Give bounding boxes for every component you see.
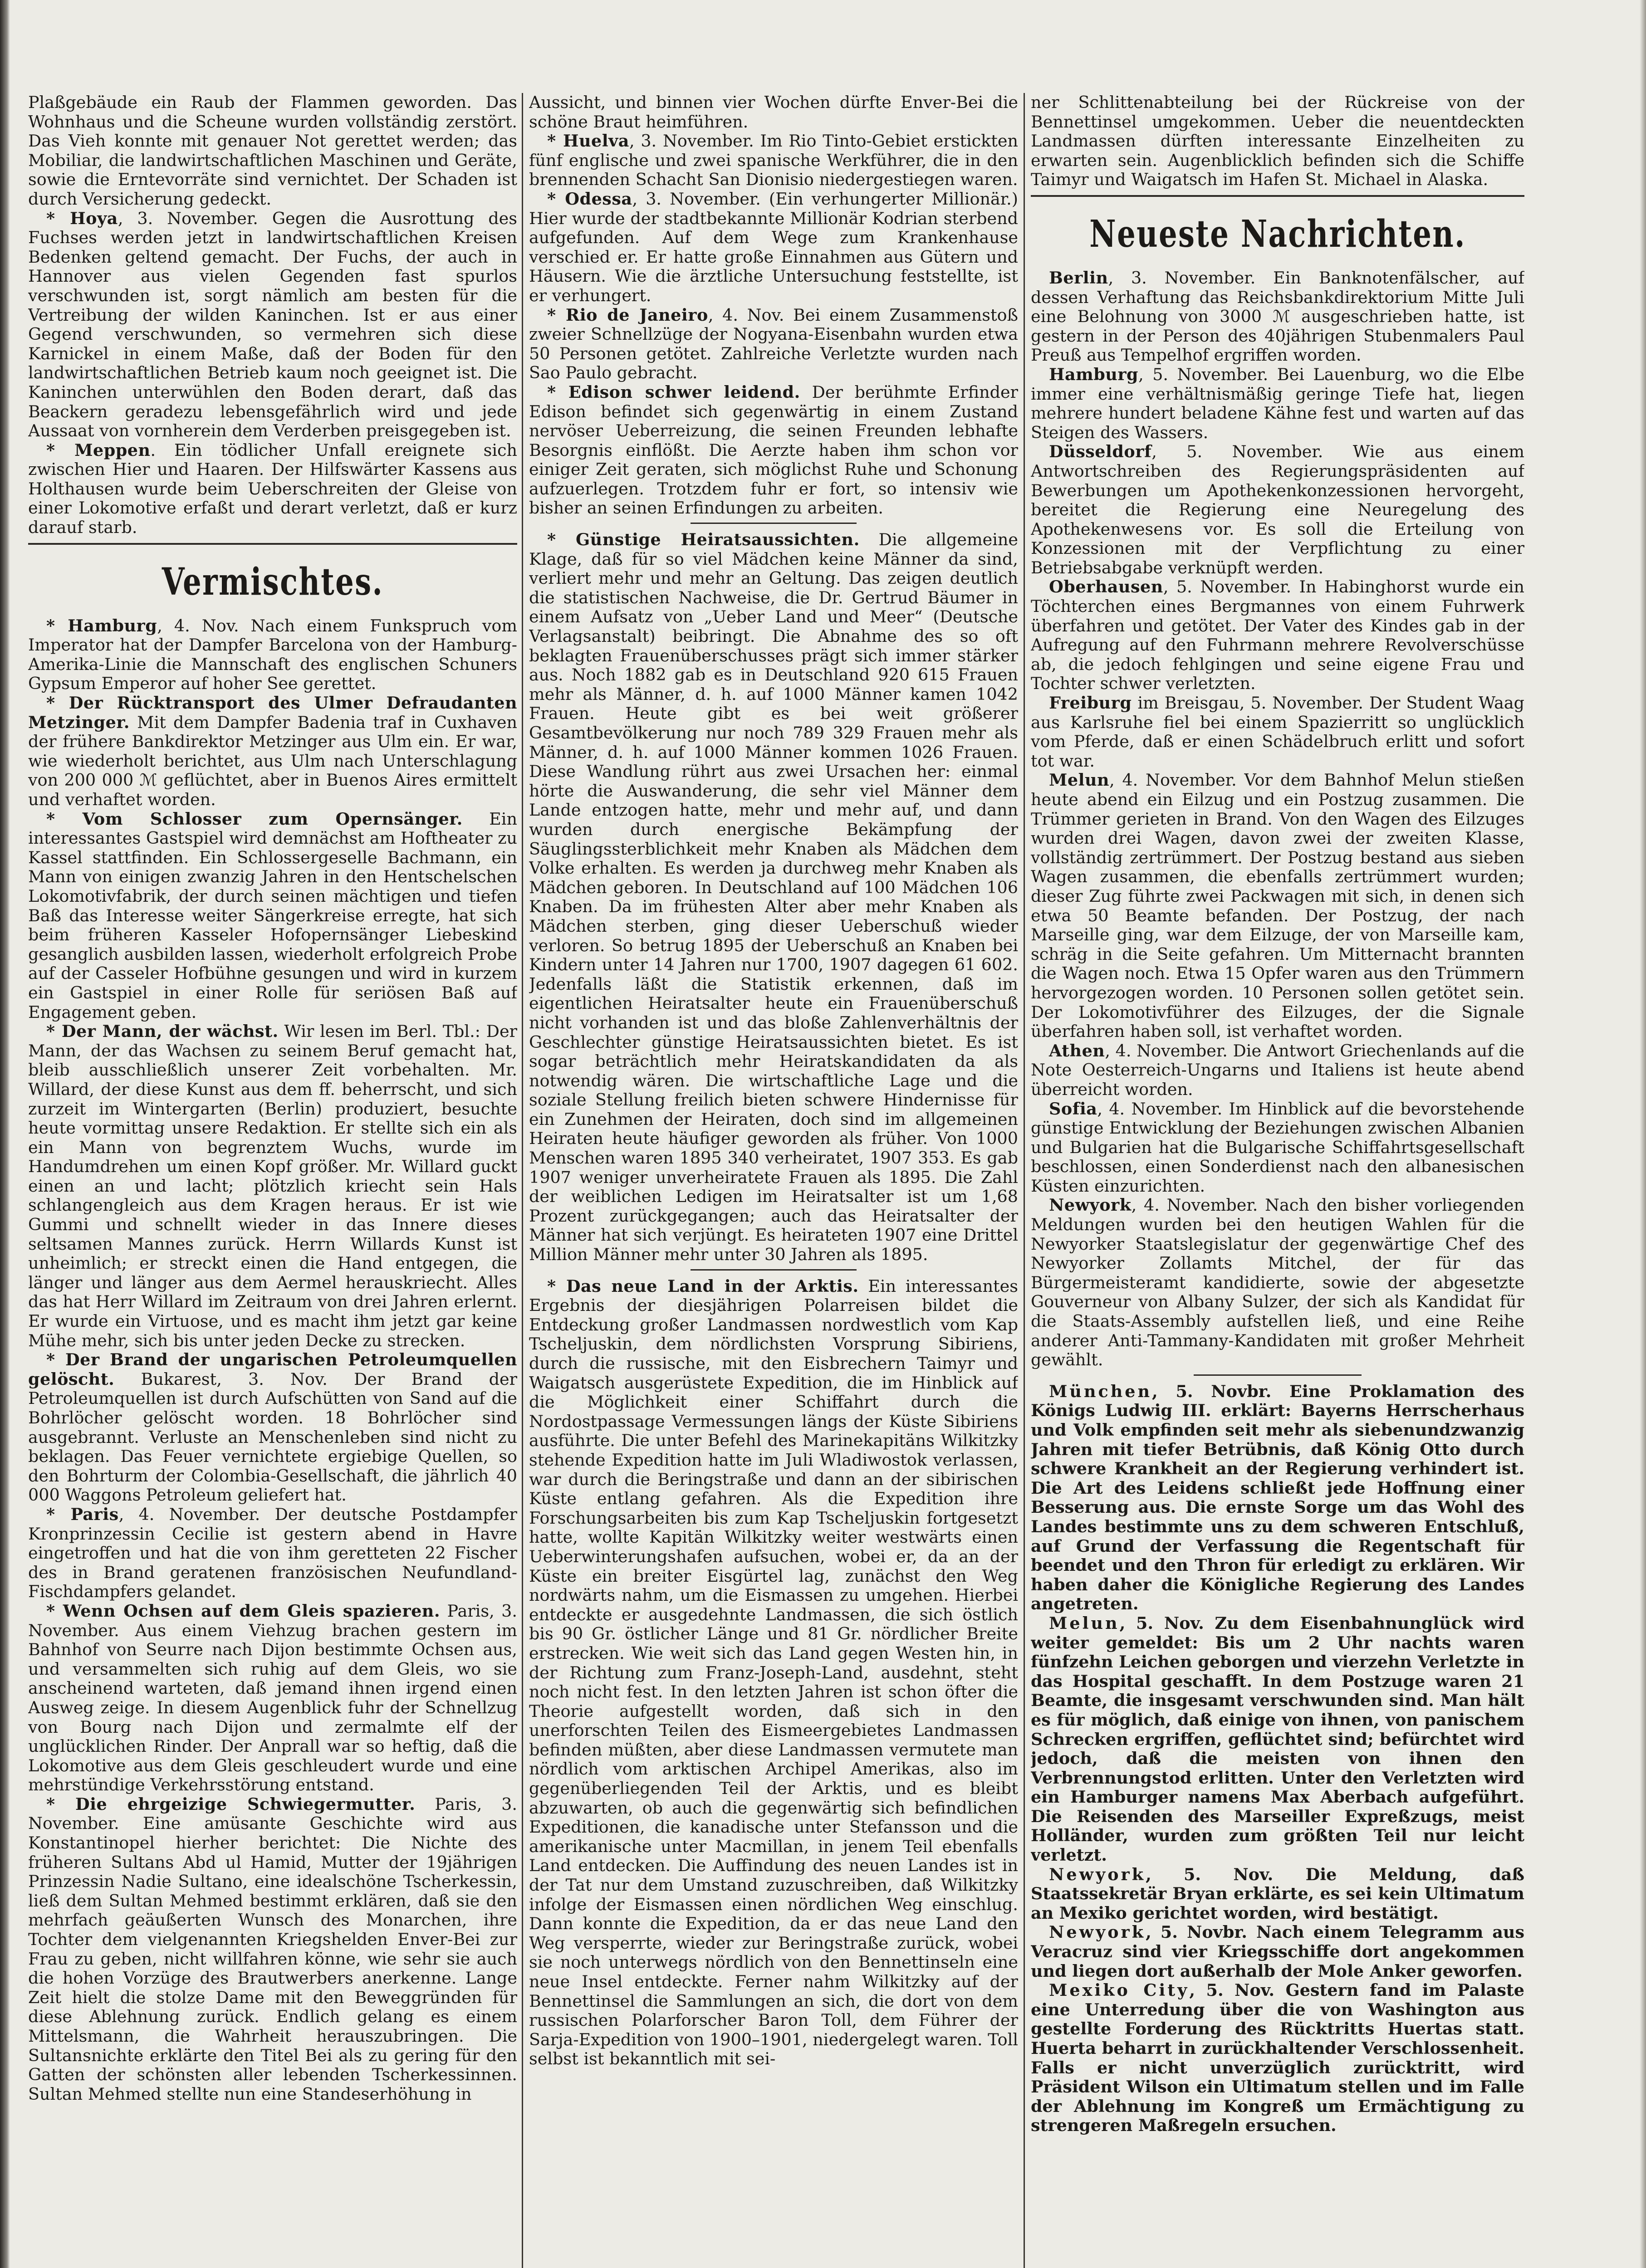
- headline-heiratsaussichten: * Günstige Heiratsaussichten.: [547, 530, 860, 550]
- telegram-melun: [1031, 1614, 1524, 1865]
- column-middle: [529, 93, 1018, 2268]
- article-continuation: Plaßgebäude ein Raub der Flammen geworden. Das Wohnhaus und die Scheune wurden vollständig zerstört. Das Vieh konnte mit genauer Not gerettet werden; das Mobiliar, die landwirtschaftlichen Maschinen und Geräte, sowie die Erntevorräte sind vernichtet. Der Schaden ist durch Versicherung gedeckt.: [28, 93, 517, 209]
- dateline-mexiko: Mexiko City: [1049, 1980, 1190, 2000]
- section-divider: [1031, 195, 1524, 197]
- dateline-freiburg: Freiburg: [1049, 693, 1132, 713]
- headline-edison: * Edison schwer leidend.: [547, 382, 800, 402]
- news-berlin: [1031, 269, 1524, 365]
- article-odessa: [529, 190, 1018, 306]
- article-text: Paris, 3. November. Aus einem Viehzug brachen gestern im Bahnhof von Seurre nach Dijon bestimmte Ochsen aus, und versammelten sich ruhig auf dem Gleis, wo sie anscheinend warteten, daß jemand ihnen irgend einen Ausweg zeige. In diesem Augenblick fuhr der Schnellzug von Bourg nach Dijon und zermalmte elf der unglücklichen Rinder. Der Anprall war so heftig, daß die Lokomotive aus dem Gleis geschleudert wurde und eine mehrstündige Verkehrsstörung entstand.: [28, 1601, 517, 1795]
- news-hamburg: [1031, 365, 1524, 442]
- dateline-paris: * Paris: [46, 1504, 119, 1524]
- telegram-text: , 5. Nov. Gestern fand im Palaste eine Unterredung über die von Washington aus gestellte Forderung des Rücktritts Huertas statt. Huerta beharrt in zurückhaltender Verschlossenheit. Falls er nicht unverzüglich zurücktritt, wird Präsident Wilson ein Ultimatum stellen und im Falle der Ablehnung im Kongreß um Ermächtigung zu strengeren Maßregeln ersuchen.: [1031, 1980, 1524, 2136]
- news-sofia: [1031, 1100, 1524, 1196]
- article-petroleum: [28, 1350, 517, 1505]
- page-gutter-left: [0, 0, 10, 2268]
- article-text: , 4. Nov. Bei einem Zusammenstoß zweier Schnellzüge der Nogyana-Eisenbahn wurden etwa 50 Personen getötet. Zahlreiche Verletzte wurden nach Sao Paulo gebracht.: [529, 305, 1018, 383]
- section-heading-neueste-nachrichten: Neueste Nachrichten.: [1089, 212, 1466, 256]
- article-rio: [529, 306, 1018, 383]
- article-huelva: [529, 132, 1018, 190]
- headline-opernsaenger: * Vom Schlosser zum Opernsänger.: [46, 809, 463, 829]
- article-text: Ein interessantes Gastspiel wird demnächst am Hoftheater zu Kassel stattfinden. Ein Schlossergeselle Bachmann, ein Mann von einigen zwanzig Jahren in den Hentschelschen Lokomotivfabrik, der durch seinen mächtigen und tiefen Baß das Interesse weiter Sängerkreise erregte, hat sich beim früheren Kasseler Hofopernsänger Liebeskind gesanglich ausbilden lassen, wiederholt erfolgreich Probe auf der Casseler Hofbühne gesungen und wird in kurzem ein Gastspiel in einer Rolle für seriösen Baß auf Engagement geben.: [28, 809, 517, 1022]
- article-opernsaenger: [28, 810, 517, 1022]
- column-rule-2: [1024, 93, 1025, 2268]
- telegram-text: , 5. Nov. Die Meldung, daß Staatssekretär Bryan erklärte, es sei kein Ultimatum an Mexiko gerichtet worden, wird bestätigt.: [1031, 1864, 1524, 1923]
- news-oberhausen: [1031, 577, 1524, 694]
- telegram-muenchen: [1031, 1382, 1524, 1614]
- article-heiratsaussichten: [529, 530, 1018, 1265]
- news-athen: [1031, 1041, 1524, 1100]
- article-meppen: [28, 441, 517, 538]
- dateline-duesseldorf: Düsseldorf: [1049, 442, 1152, 462]
- article-text: , 4. November. Im Hinblick auf die bevorstehende günstige Entwicklung der Beziehungen zwischen Albanien und Bulgarien hat die Bulgarische Schiffahrtsgesellschaft beschlossen, einen Sonderdienst nach den albanesischen Küsten einzurichten.: [1031, 1099, 1524, 1196]
- article-arktis: [529, 1277, 1018, 2069]
- dateline-hamburg: Hamburg: [1049, 364, 1139, 384]
- article-text: , 4. November. Die Antwort Griechenlands auf die Note Oesterreich-Ungarns und Italiens ist heute abend überreicht worden.: [1031, 1041, 1524, 1099]
- article-text: Der berühmte Erfinder Edison befindet sich gegenwärtig in einem Zustand nervöser Ueberreizung, die seinen Freunden lebhafte Besorgnis einflößt. Die Aerzte haben ihm schon vor einiger Zeit geraten, sich möglichst Ruhe und Schonung aufzuerlegen. Trotzdem fuhr er fort, so intensiv wie bisher an seinen Erfindungen zu arbeiten.: [529, 382, 1018, 518]
- headline-mann-waechst: * Der Mann, der wächst.: [46, 1022, 279, 1041]
- dateline-rio: * Rio de Janeiro: [547, 305, 708, 325]
- headline-petroleum: * Der Brand der ungarischen Petroleumquellen gelöscht.: [28, 1350, 517, 1389]
- headline-metzinger: * Der Rücktransport des Ulmer Defraudanten Metzinger.: [28, 693, 517, 732]
- article-continuation: ner Schlittenabteilung bei der Rückreise von der Bennettinsel umgekommen. Ueber die neuentdeckten Landmassen dürften interessante Einzelheiten zu erwarten sein. Augenblicklich befinden sich die Schiffe Taimyr und Waigatsch im Hafen St. Michael in Alaska.: [1031, 93, 1524, 190]
- dateline-meppen: * Meppen: [46, 440, 151, 460]
- article-text: , 4. Nov. Nach einem Funkspruch vom Imperator hat der Dampfer Barcelona von der Hamburg-Amerika-Linie die Mannschaft des englischen Schuners Gypsum Emperor auf hoher See gerettet.: [28, 616, 517, 694]
- article-text: , 4. November. Der deutsche Postdampfer Kronprinzessin Cecilie ist gestern abend in Havre eingetroffen und hat die von ihm geretteten 22 Fischer des in Brand geratenen französischen Neufundland-Fischdampfers gelandet.: [28, 1504, 517, 1602]
- article-paris: [28, 1505, 517, 1602]
- article-divider: [691, 523, 857, 524]
- dateline-hamburg: * Hamburg: [46, 616, 157, 635]
- article-text: , 5. November. In Habinghorst wurde ein Töchterchen eines Bergmannes von einem Fuhrwerk überfahren und getötet. Der Vater des Kindes gab in der Aufregung auf den Fuhrmann mehrere Revolverschüsse ab, die jedoch fehlgingen und seine eigene Frau und Tochter schwer verletzten.: [1031, 577, 1524, 694]
- dateline-muenchen: München: [1049, 1381, 1152, 1401]
- article-edison: [529, 383, 1018, 518]
- column-rule-1: [522, 93, 523, 2268]
- headline-ochsen: * Wenn Ochsen auf dem Gleis spazieren.: [46, 1601, 441, 1621]
- article-text: , 4. November. Nach den bisher vorliegenden Meldungen wurden bei den heutigen Wahlen für die Newyorker Staatslegislatur der gegenwärtige Chef des Newyorker Zollamts Mitchel, der für das Bürgermeisteramt kandidierte, sowie der abgesetzte Gouverneur von Albany Sulzer, der sich als Kandidat für die Staats-Assembly aufstellen ließ, und eine Reihe anderer Anti-Tammany-Kandidaten mit großer Mehrheit gewählt.: [1031, 1195, 1524, 1370]
- dateline-newyork: Newyork: [1049, 1864, 1146, 1884]
- telegram-newyork-1: [1031, 1865, 1524, 1923]
- news-melun: [1031, 771, 1524, 1041]
- news-duesseldorf: [1031, 442, 1524, 577]
- telegram-mexiko: [1031, 1981, 1524, 2136]
- article-text: Die allgemeine Klage, daß für so viel Mädchen keine Männer da sind, verliert mehr und mehr an Geltung. Das zeigen deutlich die statistischen Nachweise, die Dr. Gertrud Bäumer in einem Aufsatz von „Ueber Land und Meer“ (Deutsche Verlagsanstalt) beibringt. Die Abnahme des so oft beklagten Frauenüberschusses prägt sich immer stärker aus. Noch 1882 gab es in Deutschland 920 615 Frauen mehr als Männer, d. h. auf 1000 Männer kamen 1042 Frauen. Heute gibt es bei weit größerer Gesamtbevölkerung nur noch 789 329 Frauen mehr als Männer, d. h. auf 1000 Männer kommen 1026 Frauen. Diese Wandlung rührt aus zwei Ursachen her: einmal hörte die Auswanderung, die sehr viel Männer dem Lande entzogen hatte, mehr und mehr auf, und dann wurden durch energische Bekämpfung der Säuglingssterblichkeit mehr Knaben als Mädchen dem Volke erhalten. Es werden ja durchweg mehr Knaben als Mädchen geboren. In Deutschland auf 100 Mädchen 106 Knaben. Da im frühesten Alter aber mehr Knaben als Mädchen sterben, ging dieser Ueberschuß wieder verloren. So betrug 1895 der Ueberschuß an Knaben bei Kindern unter 14 Jahren nur 1700, 1907 dagegen 61 602. Jedenfalls läßt die Statistik erkennen, daß im eigentlichen Heiratsalter heute ein Frauenüberschuß nicht vorhanden ist und das bloße Zahlenverhältnis der Geschlechter günstige Heiratsaussichten bietet. Es ist sogar beträchtlich mehr Heiratskandidaten da als notwendig wären. Die wirtschaftliche Lage und die soziale Stellung freilich bieten schwere Hindernisse für ein Zunehmen der Heiraten, doch sind im allgemeinen Heiraten heute häufiger geworden als früher. Von 1000 Menschen waren 1895 340 verheiratet, 1907 353. Es gab 1907 weniger unverheiratete Frauen als 1895. Die Zahl der weiblichen Ledigen im Heiratsalter ist um 1,68 Prozent zurückgegangen; auch das Heiratsalter der Männer hat sich verjüngt. Es heirateten 1907 eine Drittel Million Männer mehr unter 30 Jahren als 1895.: [529, 530, 1018, 1265]
- section-divider: [28, 543, 517, 545]
- article-metzinger: [28, 694, 517, 810]
- news-freiburg: [1031, 694, 1524, 771]
- article-hamburg: [28, 616, 517, 694]
- article-text: , 3. November. Gegen die Ausrottung des Fuchses werden jetzt in landwirtschaftlichen Kreisen Bedenken geltend gemacht. Der Fuchs, der auch in Hannover aus vielen Gegenden fast spurlos verschwunden ist, sorgt nämlich am besten für die Vertreibung der wilden Kaninchen. Ist er aus einer Gegend verschwunden, so vermehren sich diese Karnickel in einem Maße, daß der Boden für den landwirtschaftlichen Betrieb kaum noch geeignet ist. Die Kaninchen unterwühlen den Boden derart, daß das Beackern geradezu lebensgefährlich wird und jede Aussaat von vornherein dem Verderben preisgegeben ist.: [28, 208, 517, 441]
- article-ochsen: [28, 1602, 517, 1795]
- article-schwiegermutter: [28, 1795, 517, 2104]
- article-text: , 4. November. Vor dem Bahnhof Melun stießen heute abend ein Eilzug und ein Postzug zusammen. Die Trümmer gerieten in Brand. Von den Wagen des Eilzuges wurden drei Wagen, davon zwei der zweiten Klasse, vollständig zertrümmert. Der Postzug bestand aus sieben Wagen zusammen, die ebenfalls zertrümmert wurden; dieser Zug führte zwei Packwagen mit sich, in denen sich etwa 50 Beamte befanden. Der Postzug, der nach Marseille ging, war dem Eilzuge, der von Marseille kam, schräg in die Seite gefahren. Um Mitternacht brannten die Wagen noch. Etwa 15 Opfer waren aus den Trümmern hervorgezogen worden. 10 Personen sollen getötet sein. Der Lokomotivführer des Eilzuges, der die Signale überfahren haben soll, ist verhaftet worden.: [1031, 770, 1524, 1041]
- dateline-berlin: Berlin: [1049, 268, 1108, 288]
- section-heading-vermischtes: Vermischtes.: [162, 560, 384, 604]
- column-left: [28, 93, 517, 2268]
- article-mann-waechst: [28, 1022, 517, 1350]
- article-divider: [1194, 1374, 1362, 1376]
- headline-schwiegermutter: * Die ehrgeizige Schwiegermutter.: [46, 1794, 416, 1814]
- article-text: , 3. November. Im Rio Tinto-Gebiet erstickten fünf englische und zwei spanische Werkführer, die in den brennenden Schacht San Dionisio niedergestiegen waren.: [529, 131, 1018, 190]
- news-newyork: [1031, 1196, 1524, 1369]
- article-text: , 5. November. Bei Lauenburg, wo die Elbe immer eine verhältnismäßig geringe Tiefe hat, liegen mehrere hundert beladene Kähne fest und warten auf das Steigen des Wassers.: [1031, 364, 1524, 442]
- article-text: Bukarest, 3. Nov. Der Brand der Petroleumquellen ist durch Aufschütten von Sand auf die Bohrlöcher gelöscht worden. 18 Bohrlöcher sind ausgebrannt. Verluste an Menschenleben sind nicht zu beklagen. Das Feuer vernichtete ergiebige Quellen, so den Bohrturm der Colombia-Gesellschaft, die jährlich 40 000 Waggons Petroleum geliefert hat.: [28, 1369, 517, 1505]
- article-text: Wir lesen im Berl. Tbl.: Der Mann, der das Wachsen zu seinem Beruf gemacht hat, bleib ausschließlich unserer Zeit vorbehalten. Mr. Willard, der diese Kunst aus dem ff. beherrscht, und sich zurzeit im Wintergarten (Berlin) produziert, besuchte heute vormittag unsere Redaktion. Er stellte sich ein als ein Mann von begrenztem Wuchs, wurde im Handumdrehen um einen Kopf größer. Mr. Willard guckt einen an und lacht; plötzlich kriecht sein Hals schlangengleich aus dem Kragen heraus. Er ist wie Gummi und schnellt wieder in das Innere dieses seltsamen Mannes zurück. Herrn Willards Kunst ist unheimlich; er streckt einen die Hand entgegen, die länger und länger aus dem Aermel herauskriecht. Alles das hat Herr Willard im Zeitraum von drei Jahren erlernt. Er wurde ein Virtuose, und es macht ihm jetzt gar keine Mühe mehr, sich bis unter jeden Decke zu strecken.: [28, 1022, 517, 1350]
- article-text: . Ein tödlicher Unfall ereignete sich zwischen Hier und Haaren. Der Hilfswärter Kassens aus Holthausen wurde beim Ueberschreiten der Gleise von einer Lokomotive erfaßt und derart verletzt, daß er kurz darauf starb.: [28, 440, 517, 538]
- dateline-melun: Melun: [1049, 770, 1110, 790]
- article-text: , 3. November. (Ein verhungerter Millionär.) Hier wurde der stadtbekannte Millionär Kodrian sterbend aufgefunden. Auf dem Wege zum Krankenhause verschied er. Er hatte große Einnahmen aus Gütern und Häusern. Wie die ärztliche Untersuchung feststellte, ist er verhungert.: [529, 189, 1018, 305]
- article-text: , 5. November. Wie aus einem Antwortschreiben des Regierungspräsidenten auf Bewerbungen um Apothekenkonzessionen hervorgeht, bereitet die Regierung eine Neuregelung des Apothekenwesens vor. Es soll die Erteilung von Konzessionen mit der Verpflichtung zu einer Betriebsabgabe verknüpft werden.: [1031, 442, 1524, 577]
- dateline-newyork: Newyork: [1049, 1195, 1132, 1215]
- dateline-newyork: Newyork: [1049, 1922, 1146, 1942]
- dateline-athen: Athen: [1049, 1041, 1105, 1061]
- article-text: Paris, 3. November. Eine amüsante Geschichte wird aus Konstantinopel hierher berichtet: Die Nichte des früheren Sultans Abd ul Hamid, Mutter der 19jährigen Prinzessin Nadie Sultano, eine idealschöne Tscherkessin, ließ dem Sultan Mehmed bestimmt erklären, daß sie den mehrfach geäußerten Wunsch des Monarchen, ihre Tochter dem vielgenannten Kriegshelden Enver-Bei zur Frau zu geben, nicht willfahren könne, wie sehr sie auch die hohen Vorzüge des Brautwerbers anerkenne. Lange Zeit hielt die stolze Dame mit den Beweggründen für diese Ablehnung zurück. Endlich gelang es einem Mittelsmann, die Wahrheit herauszubringen. Die Sultansnichte erklärte den Titel Bei als zu gering für den Gatten der schönsten aller lebenden Tscherkessinnen. Sultan Mehmed stellte nun eine Standeserhöhung in: [28, 1794, 517, 2104]
- dateline-sofia: Sofia: [1049, 1099, 1097, 1119]
- article-text: im Breisgau, 5. November. Der Student Waag aus Karlsruhe fiel bei einem Spazierritt so unglücklich vom Pferde, daß er einen Schädelbruch erlitt und sofort tot war.: [1031, 693, 1524, 771]
- article-continuation: Aussicht, und binnen vier Wochen dürfte Enver-Bei die schöne Braut heimführen.: [529, 93, 1018, 132]
- dateline-odessa: * Odessa: [547, 189, 632, 209]
- column-right: [1031, 93, 1524, 2268]
- telegram-newyork-2: [1031, 1923, 1524, 1981]
- dateline-oberhausen: Oberhausen: [1049, 577, 1163, 597]
- page-edge-right: [1640, 0, 1646, 2268]
- article-hoya: [28, 209, 517, 441]
- telegram-text: , 5. Novbr. Nach einem Telegramm aus Veracruz sind vier Kriegsschiffe dort angekommen und liegen dort außerhalb der Mole Anker geworfen.: [1031, 1922, 1524, 1981]
- article-text: Ein interessantes Ergebnis der diesjährigen Polarreisen bildet die Entdeckung großer Landmassen nordwestlich vom Kap Tscheljuskin, dem nördlichsten Vorsprung Sibiriens, durch die russische, mit den Eisbrechern Taimyr und Waigatsch ausgerüstete Expedition, die im Hinblick auf die Möglichkeit einer Schiffahrt durch die Nordostpassage Vermessungen längs der Küste Sibiriens ausführte. Die unter Befehl des Marinekapitäns Wilkitzky stehende Expedition hatte im Juli Wladiwostok verlassen, war durch die Beringstraße und dann an der sibirischen Küste entlang gefahren. Als die Expedition ihre Forschungsarbeiten bis zum Kap Tscheljuskin fortgesetzt hatte, wollte Kapitän Wilkitzky weiter westwärts einen Ueberwinterungshafen aufsuchen, wobei er, da an der Küste ein breiter Eisgürtel lag, zunächst den Weg nordwärts nahm, um die Eismassen zu umgehen. Hierbei entdeckte er ausgedehnte Landmassen, die sich östlich bis 90 Gr. östlicher Länge und 81 Gr. nördlicher Breite erstrecken. Wie weit sich das Land gegen Westen hin, in der Richtung zum Franz-Joseph-Land, ausdehnt, steht noch nicht fest. In den letzten Jahren ist schon öfter die Theorie aufgestellt worden, daß sich in den unerforschten Teilen des Eismeergebietes Landmassen befinden müßten, aber diese Landmassen vermutete man nördlich vom arktischen Archipel Amerikas, also im gegenüberliegenden Teil der Arktis, und es bleibt abzuwarten, ob auch die gegenwärtig sich befindlichen Expeditionen, die kanadische unter Stefansson und die amerikanische unter Macmillan, in jenem Teil ebenfalls Land entdecken. Die Auffindung des neuen Landes ist in der Tat nur dem Umstand zuzuschreiben, daß Wilkitzky infolge der Eismassen einen nördlichen Weg einschlug. Dann konnte die Expedition, da er das neue Land den Weg versperrte, wieder zur Beringstraße zurück, wobei sie noch unterwegs nördlich von den Bennettinseln eine neue Insel entdeckte. Ferner nahm Wilkitzky auf der Bennettinsel die Sammlungen an sich, die dort von dem russischen Polarforscher Baron Toll, dem Führer der Sarja-Expedition von 1900–1901, niedergelegt waren. Toll selbst ist bekanntlich mit sei-: [529, 1276, 1018, 2069]
- telegram-text: , 5. Novbr. Eine Proklamation des Königs Ludwig III. erklärt: Bayerns Herrscherhaus und Volk empfinden seit mehr als siebenundzwanzig Jahren mit tiefer Betrübnis, daß König Otto durch schwere Krankheit an der Regierung verhindert ist. Die Art des Leidens schließt jede Hoffnung einer Besserung aus. Die ernste Sorge um das Wohl des Landes bestimmte uns zu dem schweren Entschluß, auf Grund der Verfassung die Regentschaft für beendet und den Thron für erledigt zu erklären. Wir haben daher die Königliche Regierung des Landes angetreten.: [1031, 1381, 1524, 1614]
- dateline-hoya: * Hoya: [46, 208, 118, 228]
- article-divider: [691, 1269, 857, 1271]
- headline-arktis: * Das neue Land in der Arktis.: [547, 1276, 859, 1296]
- telegram-text: , 5. Nov. Zu dem Eisenbahnunglück wird weiter gemeldet: Bis um 2 Uhr nachts waren fünfzehn Leichen geborgen und vierzehn Verletzte in das Hospital geschafft. In dem Postzuge waren 21 Beamte, die insgesamt verschwunden sind. Man hält es für möglich, daß einige von ihnen, von panischem Schrecken ergriffen, geflüchtet sind; befürchtet wird jedoch, daß die meisten von ihnen den Verbrennungstod erlitten. Unter den Verletzten wird ein Hamburger namens Max Aberbach aufgeführt. Die Reisenden des Marseiller Expreßzugs, meist Holländer, wurden zum größten Teil nur leicht verletzt.: [1031, 1613, 1524, 1865]
- article-text: Mit dem Dampfer Badenia traf in Cuxhaven der frühere Bankdirektor Metzinger aus Ulm ein. Er war, wie wiederholt berichtet, aus Ulm nach Unterschlagung von 200 000 ℳ geflüchtet, aber in Buenos Aires ermittelt und verhaftet worden.: [28, 712, 517, 809]
- article-text: , 3. November. Ein Banknotenfälscher, auf dessen Verhaftung das Reichsbankdirektorium Mitte Juli eine Belohnung von 3000 ℳ ausgeschrieben hatte, ist gestern in der Person des 40jährigen Stubenmalers Paul Preuß aus Tempelhof ergriffen worden.: [1031, 268, 1524, 365]
- dateline-melun: Melun: [1049, 1613, 1120, 1633]
- dateline-huelva: * Huelva: [547, 131, 629, 151]
